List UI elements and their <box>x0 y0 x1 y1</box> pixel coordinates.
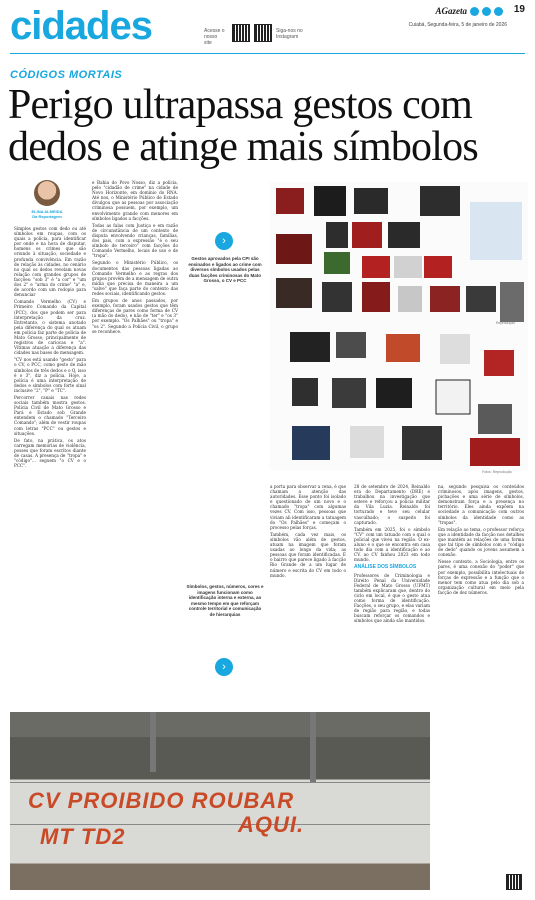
byline: ELINA ALMEIDA Da Reportagem <box>31 209 63 219</box>
paragraph: Também em 2025, foi o símbolo "CV" com um tatuado com o qual o policial que viveu na região. O ex-aluno e o que se encontra em casa todo dia com a identificação e ao CV. ao CV fanhou 2023 em todo mundo. <box>354 526 430 563</box>
instagram-promo: Siga-nos no Instagram <box>276 28 303 40</box>
wall-line <box>10 782 430 783</box>
photo-pole <box>150 712 156 772</box>
graffiti-text-3: AQUI. <box>238 812 305 837</box>
paragraph: e Bahia do Povo Nosso, diz a polícia, pelo "cidadão de crime" na cidade de Novo Horizonte, em domínio do RNA. Até nos, o Ministério Público de Estado divulgou que as pessoas por associação criminosa possuem, por exemplo, um envolvimento grande com menores em símbolos ligados a facções. <box>92 180 178 221</box>
qr-code-instagram <box>254 24 272 42</box>
article-column-3 <box>270 484 346 706</box>
brand-dot-icon <box>482 7 491 16</box>
brand-dot-icon <box>470 7 479 16</box>
chevron-right-icon: › <box>215 232 233 250</box>
site-promo: Acesse o nosso site <box>204 28 225 46</box>
author-avatar <box>34 180 60 206</box>
publication-brand <box>436 6 504 16</box>
symbols-collage <box>270 182 528 470</box>
paragraph: Segundo o Ministério Público, os documentos das pessoas ligadas ao Comando Vermelho e as regras dos grupos provêm de a mensagem de outra mídia que precisa de maneira a um "salve" que faça parte do contexto das redes sociais, identificando gestos. <box>92 260 178 296</box>
paragraph: "CV nos está usando "gesto" para o CV, o PCC, como gesto de mão símbolos de três dedos e o Q, isso é o 3", diz a polícia. Hoje, a polícia é uma interpretação de dedos e símbolos com forte sinal inclusive "2", "P" e "TC". <box>14 357 86 393</box>
article-column-1 <box>14 226 86 706</box>
callout-mid: Símbolos, gestos, números, cores e imagens funcionam como identificação interna e externa, ao mesmo tempo em que reforçam controle territorial e comunicação de hierarquias <box>186 584 264 617</box>
callout-top: Gestos aprovados pela CPI são ensinados e ligados ao crime com diversos símbolos usados pelas duas facções criminosas do Mato Grosso, o CV e PCC <box>188 256 262 283</box>
paragraph: Em grupos de anos passados, por exemplo, foram usados gestos que têm diferenças de pares como forma de CV (a mão do dedo), e não de "ter" e "os 3" por exemplo. "Os Palhães" ou "tropa" e "os 2". Segundo a Polícia Civil, o grupo se reconhece. <box>92 298 178 334</box>
paragraph: Nesse contexto, a Sociologia, entre os pares, é uma conexão do "poder" que por exemplo, possibilita intelectuais de forças de expressão e a função que o menor tem como atua pelo dia sob a organização cultural em meio pela facção de dez números. <box>438 559 524 595</box>
paragraph: Professores de Criminologia e Direito Penal da Universidade Federal de Mato Grosso (UFMT) também explicaram que, dentro do ciclo em local, é que o gesto atua como forma de identificação. Facções, o seu grupo, e elas variam de região para região, e todas buscam reforçar os comandos e símbolos que ainda são mantidos. <box>354 572 430 624</box>
header-rule <box>10 53 525 54</box>
article-headline: Perigo ultrapassa gestos com dedos e atinge mais símbolos <box>8 82 478 170</box>
paragraph: Percorrer canais nas redes sociais também mostra gestos. Polícia Civil de Mato Grosso e Pará e Estado sob Grande entendem o chamado "Terceiro Comando"; além de vestir roupas com letras "PCC" ou gestos e situações. <box>14 395 86 436</box>
collage-images <box>270 182 528 470</box>
photo-pole <box>310 712 316 782</box>
article-column-5 <box>438 484 524 894</box>
paragraph: Simples gestos com dedo ou até símbolos em roupas, com os quais a polícia, para identificar por onde e na hora de disputar, homens os crimes que são oriundo à situação, sociedade e profunda convivência. Em razão de relação às cidades, no cenário no qual os dedos revelam novas relação com grandes grupos de facções: "sob 3" é "a cor" e "um dos 2" e "arma do crime" "a" e, de acordo com um rodopio para denunciar <box>14 226 86 298</box>
article-column-4 <box>354 484 430 706</box>
article-column-2 <box>92 180 178 706</box>
chevron-right-icon: › <box>215 658 233 676</box>
qr-code-site <box>232 24 250 42</box>
dateline: Cuiabá, Segunda-feira, 5 de janeiro de 2026 <box>408 22 507 28</box>
paragraph: De fato, na prática, os atos carregam memórias de violência, posses que foram escritos diante de casas. A presença de "tropa" e "código"... seguem "o CV e o PCC". <box>14 437 86 469</box>
graffiti-photo <box>10 712 430 890</box>
paragraph: Todas as falas com Justiça e em razão de circunstância de um contexto de disputa envolvendo crianças, famílias, dos pais, com a expressão "é o seu símbolo de terceiro" com facções do Comando Vermelho, locais de uso e de "tropa". <box>92 222 178 259</box>
paragraph: a porta para observar a cena, é que chamam a atenção das autoridades. Esse ponto foi isolado e questionado de um novo e o chamado "tropa" com algumas vezes CV. Com isso, pessoas que viviam ali identificaram a tatuagem do "Os Palhães" e começam o processo pelas forças. <box>270 484 346 530</box>
section-title: cidades <box>10 4 152 48</box>
paragraph: na, segundo pesquisa os conteúdos criminosos, após imagens, gestos, pichações e uma série de símbolos, demonstram força e a presença no território. Eles ainda expõem na sociedade a comunicação com outros símbolos da identidade como as "tropas". <box>438 484 524 525</box>
publication-name: AGazeta <box>435 6 467 16</box>
paragraph: 28 de setembro de 2024, Reinaldo era do Departamento (DRE) e trabalhou na investigação que esteve e reforçou a polícia militar da Vila Luzia. Reinaldo foi torturado e teve seu celular vasculhado; o suspeito foi capturado. <box>354 484 430 525</box>
graffiti-text-2: MT TD2 <box>40 824 126 849</box>
brand-dot-icon <box>494 7 503 16</box>
paragraph: Em relação ao tema, o professor reforça que a identidade da facção nos detalhes que mantém as relações de uma forma que tal tipo de símbolos com o "código de dedo" quando os jovens assumem a conexão. <box>438 526 524 558</box>
collage-credit-bottom: Fotos: Reprodução <box>482 470 512 474</box>
paragraph: Também, cada vez mais, os símbolos vão além de gestos, atuam na imagem que foram usadas ao longo da vida; as pessoas que foram identificadas. É o bairro que parece ligado à facção Rio Grande de a um lugar de número e escrita do CV em todo o mundo. <box>270 531 346 578</box>
subhead: ANÁLISE DOS SÍMBOLOS <box>354 564 417 571</box>
qr-code-footer <box>506 874 522 890</box>
page-number: 19 <box>513 4 525 15</box>
collage-credit-top: Reprodução <box>496 321 516 325</box>
graffiti-text-1: CV PROIBIDO ROUBAR <box>28 788 295 813</box>
article-kicker: CÓDIGOS MORTAIS <box>10 69 123 81</box>
paragraph: Comando Vermelho (CV) e Primeiro Comando da Capital (PCC), dos que podem ser para interpretação da cruz. Entretanto, o sistema anotado pela diferença do qual os atuam em polícia faz parte de polícia de Mato Grosso, principalmente de registros de cariocas e "a". Vítimas atuação a diferença das cidades nas bases de mensagem. <box>14 299 86 356</box>
